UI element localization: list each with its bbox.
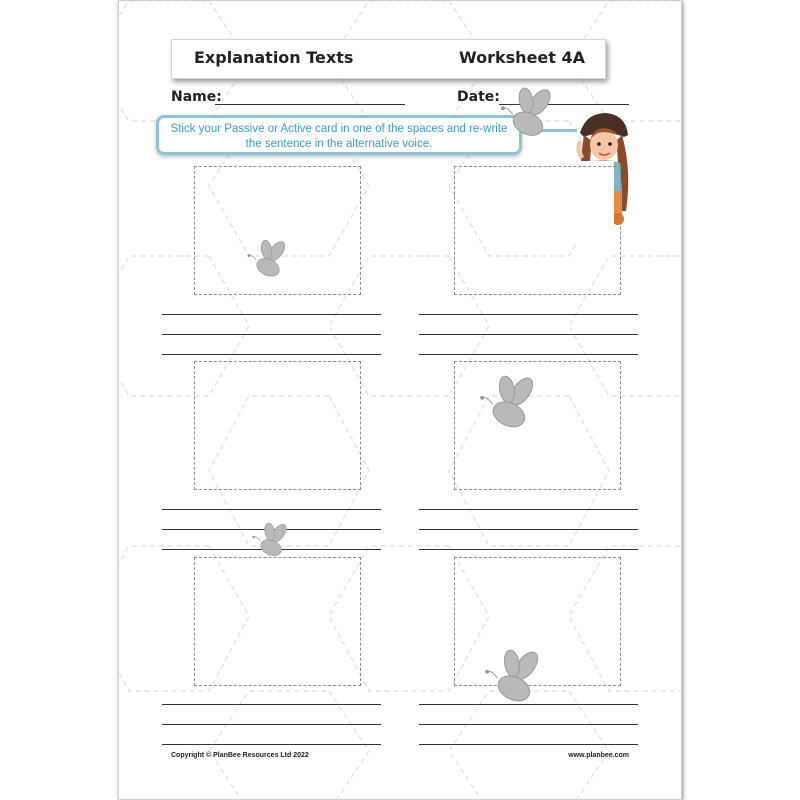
instruction-line-1: Stick your Passive or Active card in one of the spaces and re-write: [170, 123, 508, 135]
bee-watermark-icon: [239, 238, 297, 282]
date-label: Date:: [457, 89, 500, 105]
writing-line[interactable]: [162, 704, 381, 705]
writing-line[interactable]: [162, 354, 381, 355]
writing-line[interactable]: [162, 509, 381, 510]
writing-line[interactable]: [419, 334, 638, 335]
worksheet-title: Explanation Texts: [194, 48, 354, 67]
writing-line[interactable]: [419, 724, 638, 725]
card-space-5[interactable]: [194, 557, 361, 686]
writing-line[interactable]: [162, 744, 381, 745]
title-bar: [171, 39, 606, 79]
writing-line[interactable]: [419, 549, 638, 550]
bee-watermark-icon: [471, 647, 557, 709]
writing-line[interactable]: [162, 314, 381, 315]
website-text: www.planbee.com: [568, 752, 629, 759]
writing-line[interactable]: [162, 724, 381, 725]
writing-line[interactable]: [419, 744, 638, 745]
copyright-text: Copyright © PlanBee Resources Ltd 2022: [171, 752, 309, 759]
instruction-line-2: the sentence in the alternative voice.: [245, 138, 433, 150]
writing-line[interactable]: [419, 529, 638, 530]
bee-watermark-icon: [466, 373, 552, 435]
name-input-line[interactable]: [215, 104, 405, 105]
bee-watermark-icon: [241, 521, 301, 561]
card-space-2[interactable]: [454, 166, 621, 295]
name-label: Name:: [171, 89, 222, 105]
card-space-3[interactable]: [194, 361, 361, 490]
instruction-speech-bubble: [156, 115, 522, 155]
worksheet-number: Worksheet 4A: [459, 48, 585, 67]
writing-line[interactable]: [419, 509, 638, 510]
writing-line[interactable]: [419, 314, 638, 315]
writing-line[interactable]: [162, 334, 381, 335]
bee-watermark-icon: [499, 83, 557, 145]
writing-line[interactable]: [419, 354, 638, 355]
worksheet-page: [118, 0, 682, 800]
